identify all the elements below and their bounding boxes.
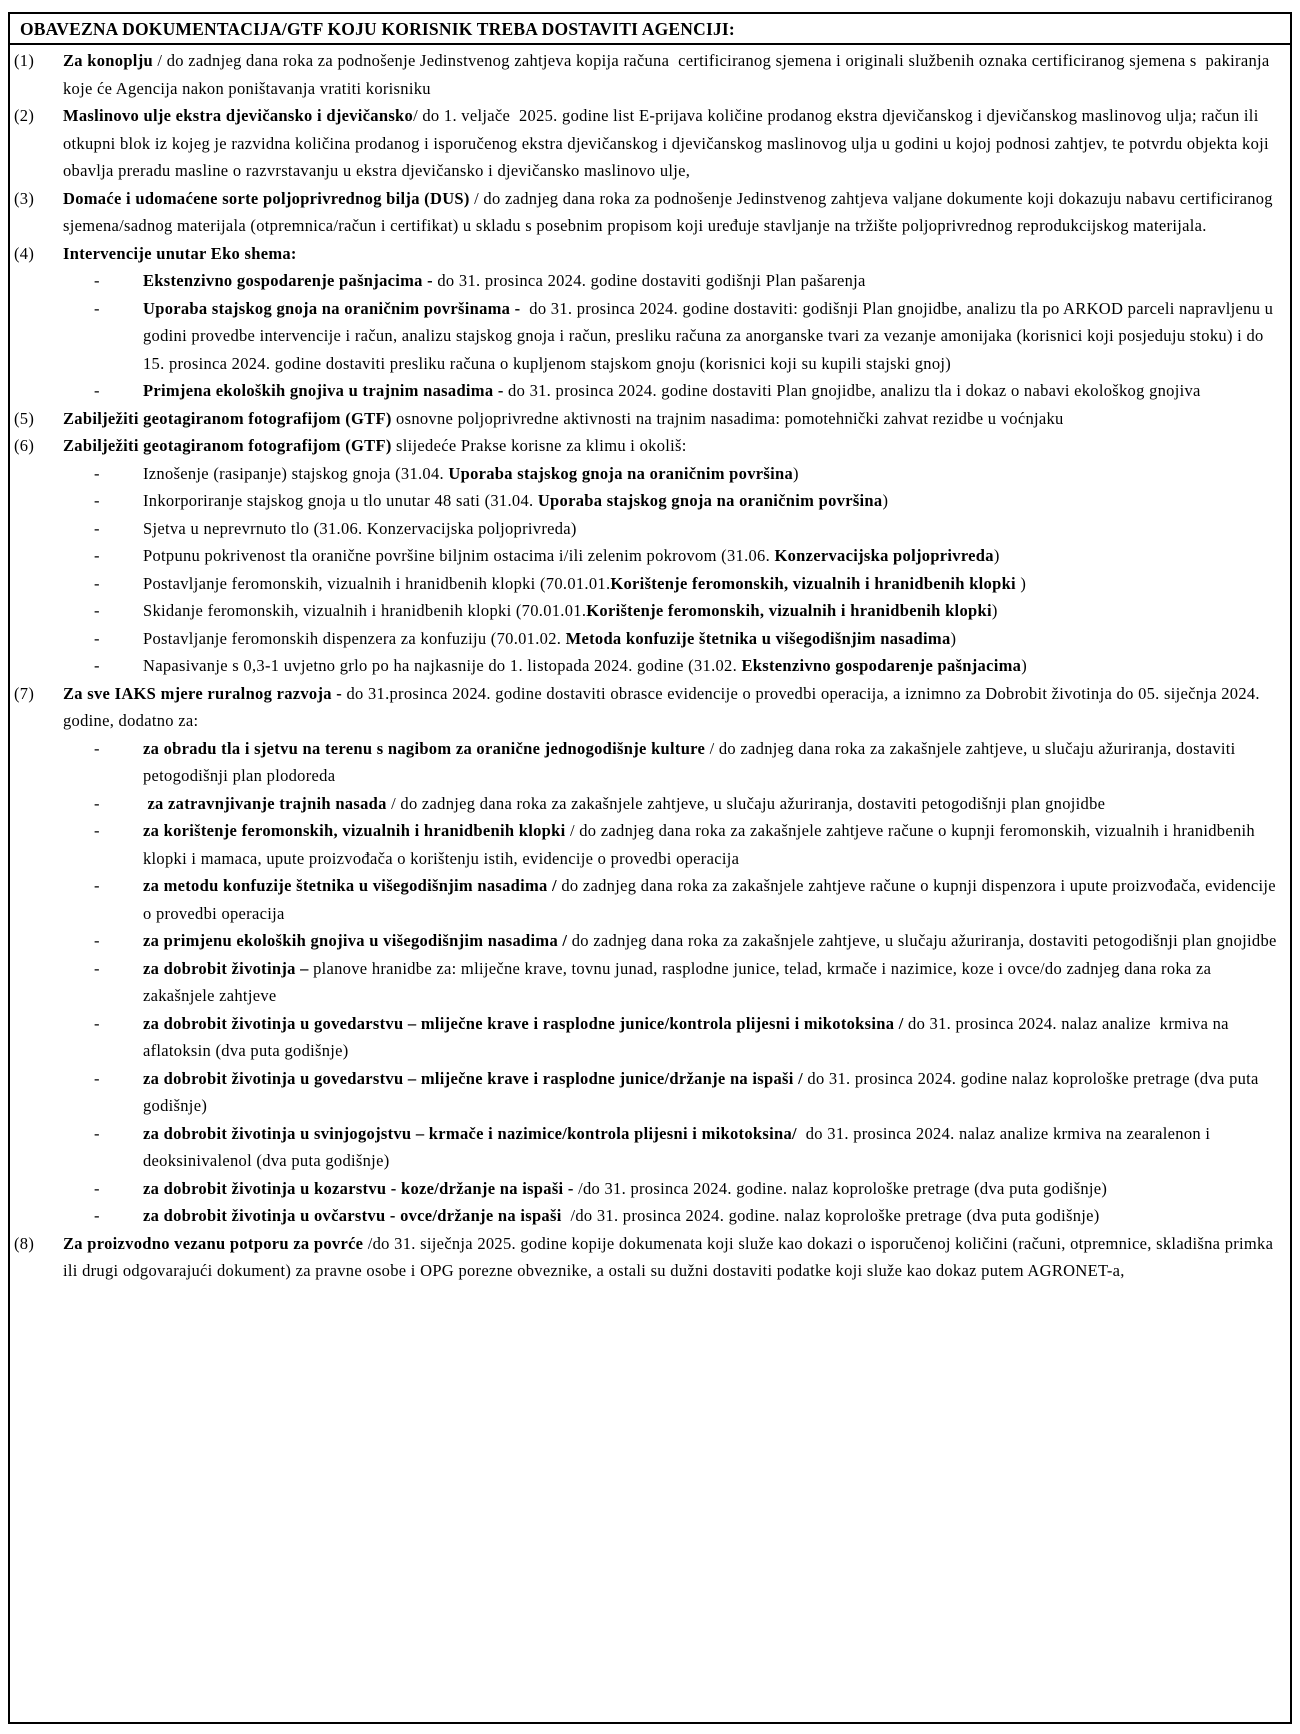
sub-marker: - — [94, 1178, 100, 1198]
sub-item — [63, 790, 1284, 818]
sub-marker: - — [94, 821, 100, 840]
sub-body — [143, 790, 1284, 818]
sub-marker: - — [94, 546, 100, 565]
sub-body — [143, 515, 1284, 543]
text-segment: za dobrobit životinja u svinjogojstvu – krmače i nazimice/kontrola plijesni i mikotoksina/ — [143, 1123, 797, 1143]
text-segment: do zadnjeg dana roka za zakašnjele zahtjeve, u slučaju ažuriranja, dostaviti petogodišnji plan gnojidbe — [567, 931, 1277, 950]
list-item — [14, 102, 1284, 185]
text-segment: / do 1. veljače 2025. godine list E-prijava količine prodanog ekstra djevičanskog i djevičanskog maslinovog ulja; račun ili otkupni blok iz kojeg je razvidna količina prodanog i isporučenog ekstra djevičanskog i djevičanskog maslinovog ulja u godini u kojoj podnosi zahtjev, te potvrdu objekta koji obavlja preradu masline o razvrstavanju u ekstra djevičansko i djevičansko maslinovo ulje, — [63, 106, 1274, 180]
sub-item — [63, 597, 1284, 625]
text-segment: ) — [1015, 573, 1027, 593]
text-segment: do 31. prosinca 2024. godine dostaviti godišnji Plan pašarenja — [432, 271, 866, 290]
sub-marker: - — [94, 738, 100, 758]
text-segment: Za sve IAKS mjere ruralnog razvoja - — [63, 683, 343, 703]
text-segment: Potpunu pokrivenost tla oranične površine biljnim ostacima i/ili zelenim pokrovom (31.06. — [143, 546, 775, 565]
text-segment: /do 31. siječnja 2025. godine kopije dokumenata koji služe kao dokazi o isporučenoj količini (računi, otpremnice, skladišna primka ili drugi odgovarajući dokument) za pravne osobe i OPG porezne obveznike, a ostali su dužni dostaviti podatke koji služe kao dokaz putem AGRONET-a, — [63, 1233, 1278, 1280]
text-segment: Postavljanje feromonskih dispenzera za konfuziju (70.01.02. — [143, 628, 566, 648]
sub-body — [143, 1065, 1284, 1120]
text-segment: ) — [793, 463, 799, 483]
sub-marker: - — [94, 1206, 100, 1225]
sub-body — [143, 460, 1284, 488]
sub-item — [63, 460, 1284, 488]
sub-marker: - — [94, 958, 100, 978]
text-segment: Primjena ekoloških gnojiva u trajnim nasadima - — [143, 381, 504, 400]
list-item — [14, 432, 1284, 680]
text-segment: Sjetva u neprevrnuto tlo (31.06. Konzervacijska poljoprivreda) — [143, 518, 577, 538]
sub-body — [143, 487, 1284, 515]
text-segment: ) — [882, 491, 889, 510]
text-segment: Napasivanje s 0,3-1 uvjetno grlo po ha najkasnije do 1. listopada 2024. godine (31.02. — [143, 656, 742, 675]
text-segment: Za proizvodno vezanu potporu za povrće — [63, 1233, 364, 1253]
sub-item — [63, 267, 1284, 295]
text-segment: do 31. prosinca 2024. nalaz analize krmiva na zearalenon i deoksinivalenol (dva puta godišnje) — [143, 1123, 1215, 1170]
sub-body — [143, 597, 1284, 625]
text-segment: za metodu konfuzije štetnika u višegodišnjim nasadima / — [143, 876, 557, 895]
text-segment: za zatravnjivanje trajnih nasada — [143, 793, 387, 813]
text-segment: / do zadnjeg dana roka za podnošenje Jedinstvenog zahtjeva kopija računa certificiranog sjemena i originali službenih oznaka certificiranog sjemena s pakiranja koje će Agencija nakon poništavanja vratiti korisniku — [63, 51, 1274, 98]
text-segment: Zabilježiti geotagiranom fotografijom (GTF) — [63, 436, 392, 455]
text-segment: do 31. prosinca 2024. godine nalaz koprološke pretrage (dva puta godišnje) — [143, 1068, 1264, 1115]
text-segment: Metoda konfuzije štetnika u višegodišnjim nasadima — [565, 628, 951, 648]
text-segment: Inkorporiranje stajskog gnoja u tlo unutar 48 sati (31.04. — [143, 491, 538, 510]
sub-marker: - — [94, 1013, 100, 1033]
item-number: (8) — [14, 1233, 35, 1253]
text-segment: do zadnjeg dana roka za zakašnjele zahtjeve račune o kupnji dispenzora i upute proizvođača, evidencije o provedbi operacija — [143, 876, 1281, 923]
text-segment: slijedeće Prakse korisne za klimu i okoliš: — [391, 436, 687, 455]
text-segment: Domaće i udomaćene sorte poljoprivrednog bilja (DUS) — [63, 188, 470, 208]
sub-marker: - — [94, 518, 100, 538]
sub-body — [143, 872, 1284, 927]
sub-body — [143, 735, 1284, 790]
text-segment: Zabilježiti geotagiranom fotografijom (GTF) — [63, 408, 392, 428]
item-body — [63, 185, 1284, 240]
item-body — [63, 432, 1284, 680]
sub-marker: - — [94, 491, 100, 510]
sub-item — [63, 927, 1284, 955]
sub-body — [143, 1202, 1284, 1230]
text-segment: Iznošenje (rasipanje) stajskog gnoja (31.04. — [143, 463, 449, 483]
item-number: (4) — [14, 243, 35, 263]
text-segment: Konzervacijska poljoprivreda — [774, 546, 994, 565]
text-segment: ) — [950, 628, 957, 648]
sub-body — [143, 542, 1284, 570]
text-segment: ) — [991, 601, 998, 620]
text-segment: za obradu tla i sjetvu na terenu s nagibom za oranične jednogodišnje kulture — [143, 738, 706, 758]
sub-item — [63, 570, 1284, 598]
item-number: (5) — [14, 408, 35, 428]
sub-item — [63, 735, 1284, 790]
sub-marker: - — [94, 876, 100, 895]
text-segment: Uporaba stajskog gnoja na oraničnim površinama - — [143, 298, 521, 318]
item-body — [63, 1230, 1284, 1285]
document-title: OBAVEZNA DOKUMENTACIJA/GTF KOJU KORISNIK TREBA DOSTAVITI AGENCIJI: — [10, 14, 1290, 45]
text-segment: za dobrobit životinja u ovčarstvu - ovce/držanje na ispaši — [143, 1206, 562, 1225]
text-segment: /do 31. prosinca 2024. godine. nalaz koprološke pretrage (dva puta godišnje) — [561, 1206, 1100, 1225]
sub-marker: - — [94, 271, 100, 290]
text-segment: / do zadnjeg dana roka za zakašnjele zahtjeve, u slučaju ažuriranja, dostaviti petogodišnji plan plodoreda — [143, 738, 1240, 785]
sub-item — [63, 1175, 1284, 1203]
text-segment: / do zadnjeg dana roka za zakašnjele zahtjeve, u slučaju ažuriranja, dostaviti petogodišnji plan gnojidbe — [386, 793, 1106, 813]
text-segment: Za konoplju — [63, 51, 153, 70]
text-segment: Ekstenzivno gospodarenje pašnjacima — [741, 656, 1022, 675]
sub-marker: - — [94, 1068, 100, 1088]
text-segment: za dobrobit životinja u govedarstvu – mliječne krave i rasplodne junice/kontrola plijesni i mikotoksina / — [143, 1013, 904, 1033]
sub-body — [143, 625, 1284, 653]
list-item — [14, 47, 1284, 102]
item-body — [63, 47, 1284, 102]
sub-marker: - — [94, 656, 100, 675]
item-body — [63, 102, 1284, 185]
sub-item — [63, 377, 1284, 405]
sub-item — [63, 1065, 1284, 1120]
sub-item — [63, 515, 1284, 543]
item-body — [63, 405, 1284, 433]
text-segment: / do zadnjeg dana roka za zakašnjele zahtjeve račune o kupnji feromonskih, vizualnih i hranidbenih klopki i mamaca, upute proizvođača o korištenju istih, evidencije o provedbi operacija — [143, 821, 1260, 868]
text-segment: za dobrobit životinja u govedarstvu – mliječne krave i rasplodne junice/držanje na ispaši / — [143, 1068, 803, 1088]
list-item — [14, 240, 1284, 405]
sub-item — [63, 955, 1284, 1010]
text-segment: do 31. prosinca 2024. godine dostaviti: godišnji Plan gnojidbe, analizu tla po ARKOD parceli napravljenu u godini provedbe intervencije i račun, analizu stajskog gnoja i račun, presliku računa za anorganske tvari za vezanje amonijaka (korisnici koji posjeduju stoku) i do 15. prosinca 2024. godine dostaviti presliku računa o kupljenom stajskom gnoju (korisnici koji su kupili stajski gnoj) — [143, 298, 1278, 373]
sub-body — [143, 927, 1284, 955]
sub-item — [63, 817, 1284, 872]
item-list — [10, 45, 1290, 1285]
sub-item — [63, 487, 1284, 515]
text-segment: Postavljanje feromonskih, vizualnih i hranidbenih klopki (70.01.01. — [143, 573, 611, 593]
sub-marker: - — [94, 628, 100, 648]
text-segment: ) — [993, 546, 1000, 565]
sub-body — [143, 1175, 1284, 1203]
text-segment: do 31.prosinca 2024. godine dostaviti obrasce evidencije o provedbi operacija, a iznimno za Dobrobit životinja do 05. siječnja 2024. godine, dodatno za: — [63, 683, 1265, 730]
sub-marker: - — [94, 793, 100, 813]
text-segment: Korištenje feromonskih, vizualnih i hranidbenih klopki — [610, 573, 1016, 593]
sub-body — [143, 570, 1284, 598]
text-segment: /do 31. prosinca 2024. godine. nalaz koprološke pretrage (dva puta godišnje) — [573, 1178, 1108, 1198]
sub-body — [143, 817, 1284, 872]
list-item — [14, 185, 1284, 240]
text-segment: / do zadnjeg dana roka za podnošenje Jedinstvenog zahtjeva valjane dokumente koji dokazuju nabavu certificiranog sjemena/sadnog materijala (otpremnica/račun i certifikat) u skladu s posebnim propisom koji uređuje stavljanje na tržište poljoprivrednog reprodukcijskog materijala. — [63, 188, 1278, 235]
item-body — [63, 240, 1284, 405]
sub-item — [63, 295, 1284, 378]
text-segment: planove hranidbe za: mliječne krave, tovnu junad, rasplodne junice, telad, krmače i nazimice, koze i ovce/do zadnjeg dana roka za zakašnjele zahtjeve — [143, 958, 1216, 1005]
text-segment: za primjenu ekoloških gnojiva u višegodišnjim nasadima / — [143, 931, 568, 950]
sub-marker: - — [94, 1123, 100, 1143]
item-body — [63, 680, 1284, 1230]
sub-body — [143, 955, 1284, 1010]
text-segment: za korištenje feromonskih, vizualnih i hranidbenih klopki — [143, 821, 566, 840]
sub-body — [143, 652, 1284, 680]
text-segment: Maslinovo ulje ekstra djevičansko i djevičansko — [63, 106, 414, 125]
item-number: (3) — [14, 188, 35, 208]
sub-body — [143, 267, 1284, 295]
sub-item — [63, 1010, 1284, 1065]
text-segment: Intervencije unutar Eko shema: — [63, 243, 297, 263]
text-segment: za dobrobit životinja u kozarstvu - koze/držanje na ispaši - — [143, 1178, 574, 1198]
sub-item — [63, 625, 1284, 653]
text-segment: Uporaba stajskog gnoja na oraničnim površina — [448, 463, 794, 483]
item-number: (7) — [14, 683, 35, 703]
item-number: (6) — [14, 436, 35, 455]
list-item — [14, 680, 1284, 1230]
sub-body — [143, 1120, 1284, 1175]
sub-body — [143, 377, 1284, 405]
sub-marker: - — [94, 601, 100, 620]
item-number: (2) — [14, 106, 35, 125]
list-item — [14, 405, 1284, 433]
sub-item — [63, 1120, 1284, 1175]
text-segment: Uporaba stajskog gnoja na oraničnim površina — [537, 491, 883, 510]
sub-marker: - — [94, 463, 100, 483]
text-segment: do 31. prosinca 2024. godine dostaviti Plan gnojidbe, analizu tla i dokaz o nabavi ekološkog gnojiva — [503, 381, 1201, 400]
text-segment: Ekstenzivno gospodarenje pašnjacima - — [143, 271, 433, 290]
sub-item — [63, 652, 1284, 680]
item-number: (1) — [14, 51, 35, 70]
sub-item — [63, 542, 1284, 570]
sub-body — [143, 295, 1284, 378]
text-segment: za dobrobit životinja – — [143, 958, 309, 978]
text-segment: ) — [1021, 656, 1027, 675]
sub-marker: - — [94, 381, 100, 400]
sub-marker: - — [94, 298, 100, 318]
text-segment: Korištenje feromonskih, vizualnih i hranidbenih klopki — [586, 601, 992, 620]
text-segment: do 31. prosinca 2024. nalaz analize krmiva na aflatoksin (dva puta godišnje) — [143, 1013, 1234, 1060]
text-segment: osnovne poljoprivredne aktivnosti na trajnim nasadima: pomotehnički zahvat rezidbe u voćnjaku — [391, 408, 1064, 428]
list-item — [14, 1230, 1284, 1285]
sub-marker: - — [94, 931, 100, 950]
text-segment: Skidanje feromonskih, vizualnih i hranidbenih klopki (70.01.01. — [143, 601, 587, 620]
sub-marker: - — [94, 573, 100, 593]
document-table — [8, 12, 1292, 1724]
sub-item — [63, 872, 1284, 927]
sub-item — [63, 1202, 1284, 1230]
sub-body — [143, 1010, 1284, 1065]
